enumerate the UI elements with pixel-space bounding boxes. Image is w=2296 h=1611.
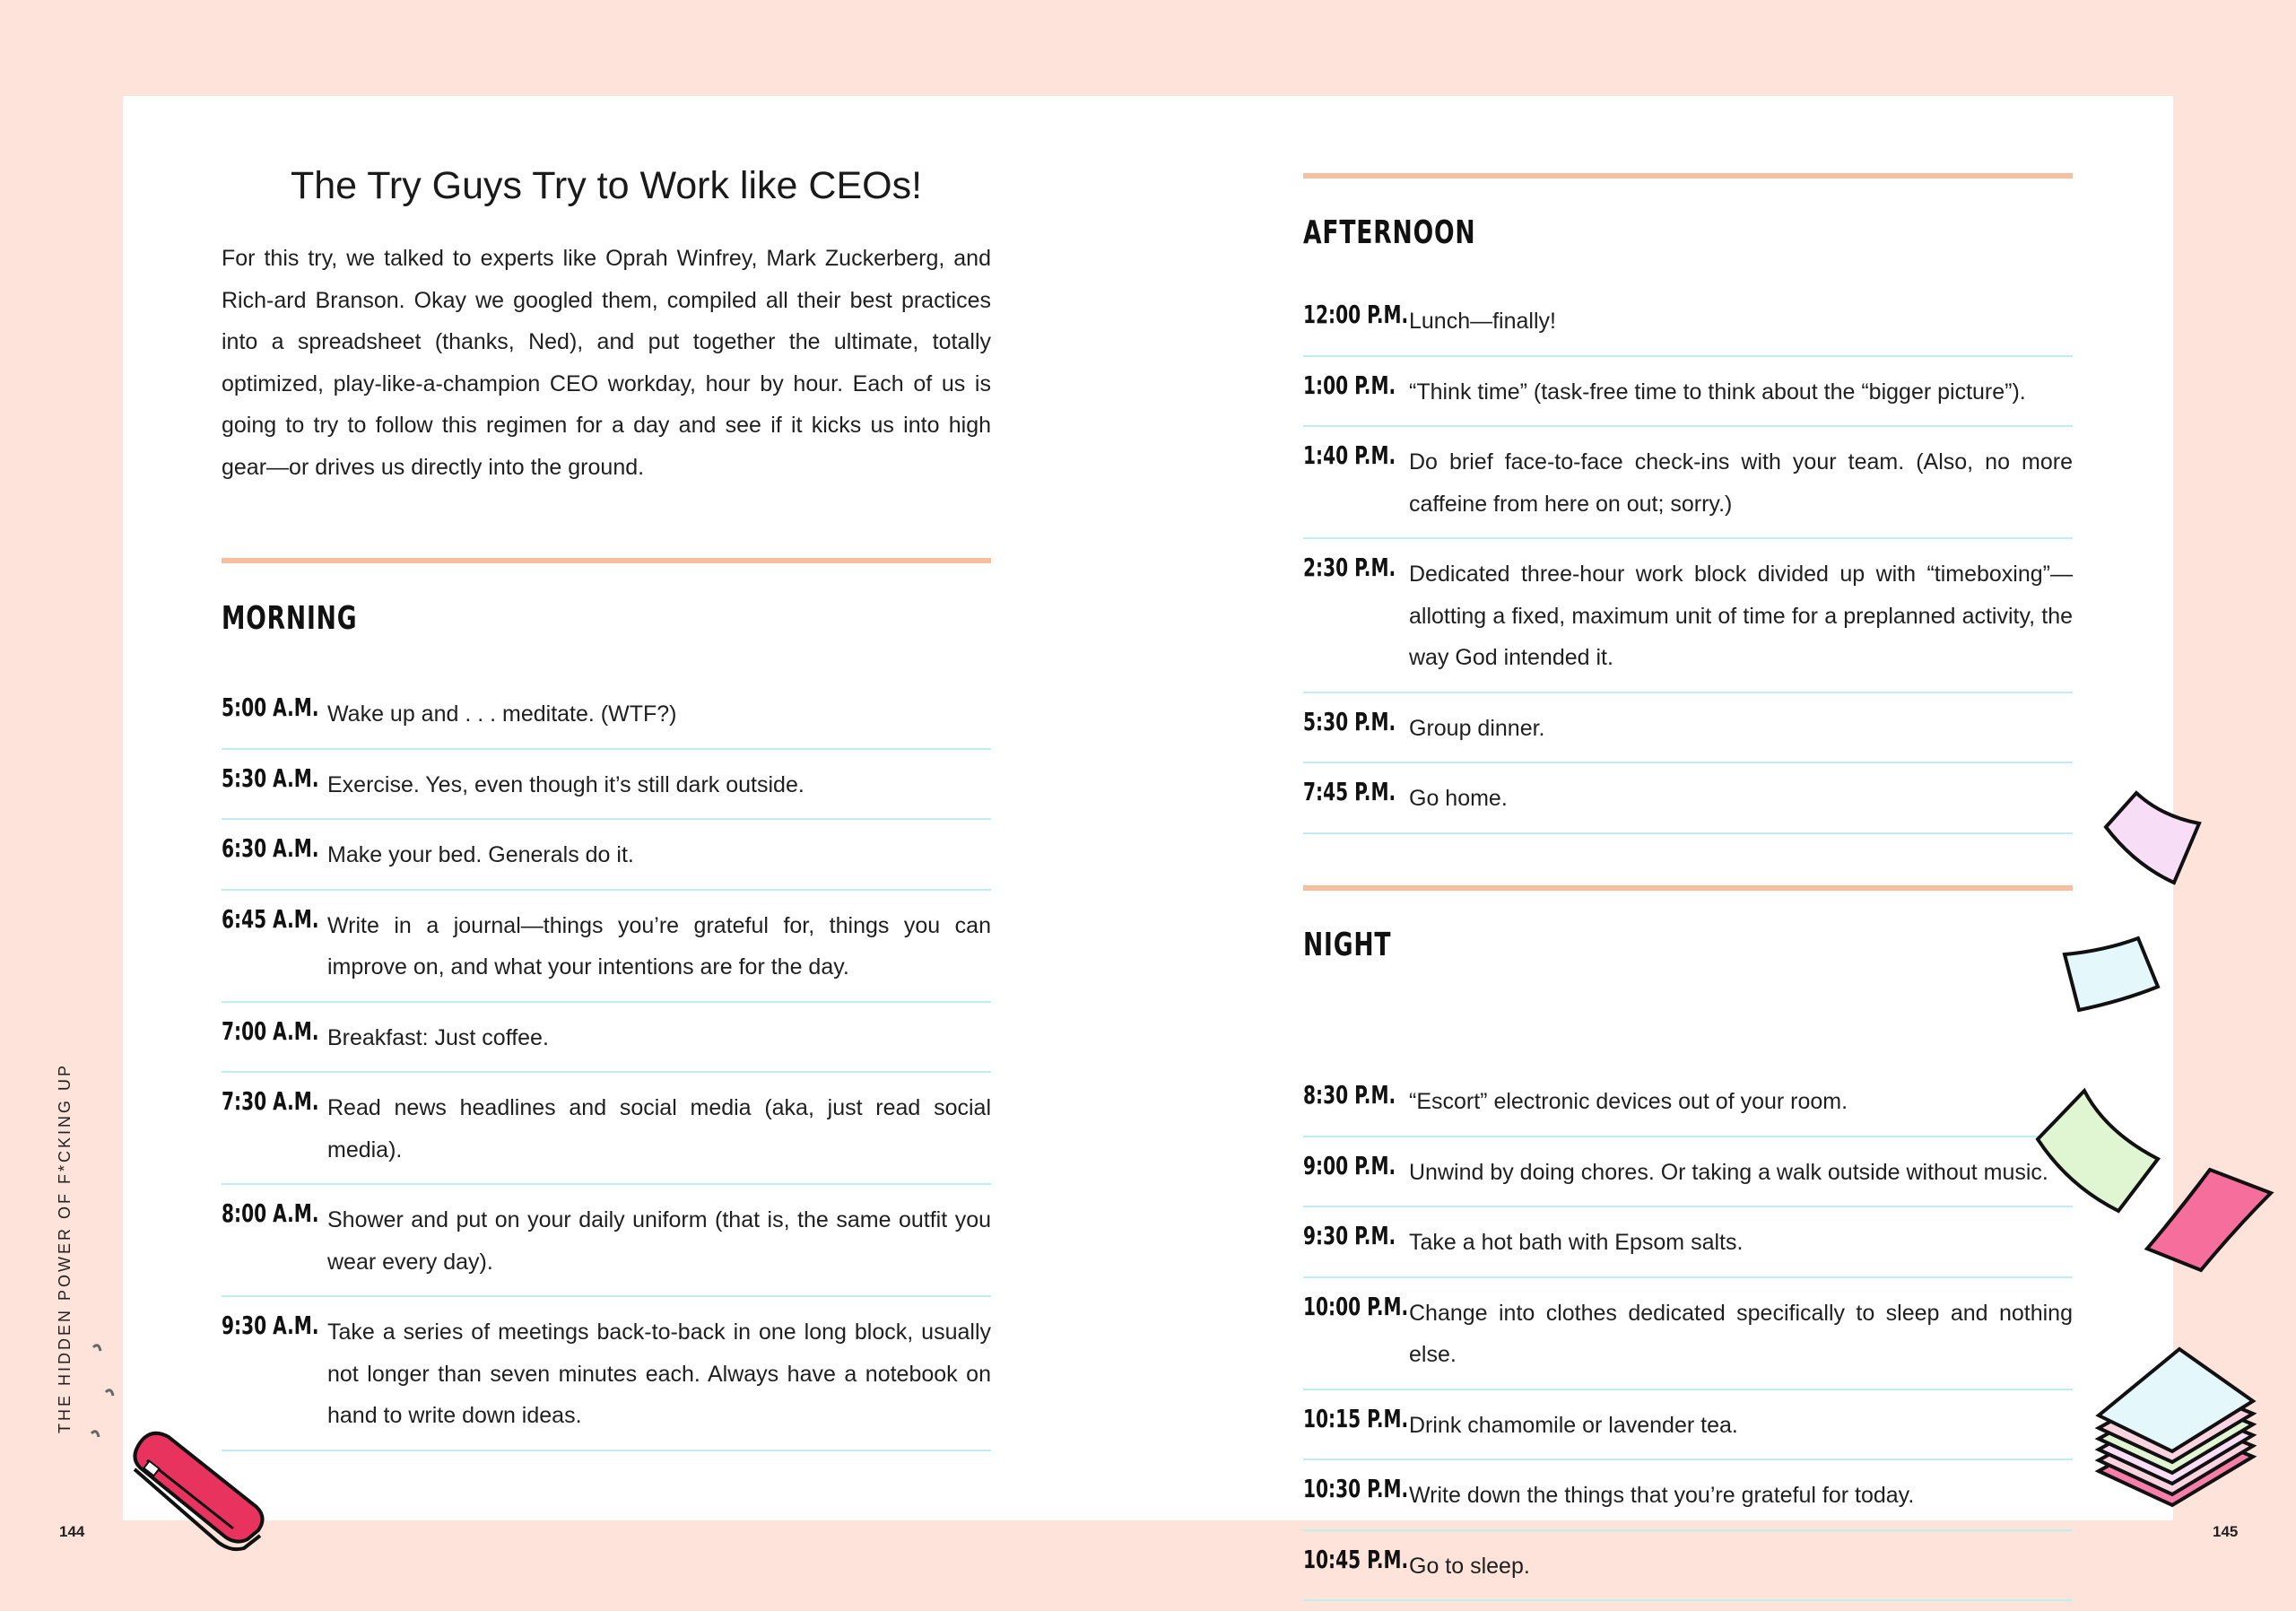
schedule-row bbox=[1303, 1278, 2073, 1390]
schedule-row bbox=[222, 679, 991, 750]
schedule-text: Read news headlines and social media (aka, just read social media). bbox=[327, 1095, 991, 1163]
schedule-row bbox=[222, 1297, 991, 1451]
flying-paper-icon bbox=[2142, 1166, 2276, 1274]
schedule-row bbox=[1303, 539, 2073, 693]
book-spread bbox=[123, 96, 2173, 1579]
schedule-row bbox=[1303, 1207, 2073, 1278]
schedule-time: 10:30 P.M. bbox=[1303, 1474, 1409, 1503]
schedule-row bbox=[1303, 1390, 2073, 1461]
schedule-text: Shower and put on your daily uniform (that is, the same outfit you wear every day). bbox=[327, 1207, 991, 1275]
schedule-text: Dedicated three-hour work block divided up with “timeboxing”—allotting a fixed, maximum unit of time for a preplanned activity, the way God intended it. bbox=[1409, 562, 2073, 670]
schedule-time: 1:40 P.M. bbox=[1303, 440, 1396, 470]
running-head: THE HIDDEN POWER OF F*CKING UP bbox=[56, 1062, 74, 1433]
schedule-row bbox=[1303, 357, 2073, 428]
schedule-row bbox=[222, 820, 991, 891]
schedule-text: Change into clothes dedicated specifically to sleep and nothing else. bbox=[1409, 1300, 2073, 1367]
schedule-time: 5:30 A.M. bbox=[222, 762, 319, 793]
paper-stack-icon bbox=[2086, 1345, 2266, 1525]
schedule-text: Exercise. Yes, even though it’s still dark outside. bbox=[327, 771, 804, 797]
schedule-time: 9:30 P.M. bbox=[1303, 1221, 1396, 1250]
page-number-right: 145 bbox=[2213, 1523, 2239, 1540]
schedule-text: Breakfast: Just coffee. bbox=[327, 1024, 549, 1050]
schedule-time: 2:30 P.M. bbox=[1303, 553, 1396, 582]
schedule-row bbox=[222, 1073, 991, 1185]
schedule-text: Write in a journal—things you’re grateful for, things you can improve on, and what your intentions are for the day. bbox=[327, 912, 991, 980]
schedule-row bbox=[222, 1003, 991, 1074]
schedule-time: 12:00 P.M. bbox=[1303, 300, 1409, 329]
schedule-text: “Think time” (task-free time to think about the “bigger picture”). bbox=[1409, 379, 2026, 405]
schedule-row bbox=[1303, 1067, 2073, 1137]
schedule-time: 5:00 A.M. bbox=[222, 692, 319, 722]
intro-paragraph: For this try, we talked to experts like Oprah Winfrey, Mark Zuckerberg, and Rich-ard Branson. Okay we googled them, compiled all their best practices into a spreadsheet (thanks, Ned), and put together the ultimate, totally optimized, play-like-a-champion CEO workday, hour by hour. Each of us is going to try to follow this regimen for a day and see if it kicks us into high gear—or drives us directly into the ground. bbox=[222, 246, 991, 480]
night-list bbox=[1303, 1067, 2073, 1601]
schedule-time: 6:30 A.M. bbox=[222, 833, 319, 863]
staples-icon bbox=[86, 1337, 122, 1444]
stapler-icon bbox=[126, 1424, 269, 1559]
morning-list bbox=[222, 679, 991, 1451]
flying-paper-icon bbox=[2059, 933, 2167, 1023]
page-title: The Try Guys Try to Work like CEOs! bbox=[290, 164, 923, 207]
schedule-row bbox=[1303, 763, 2073, 834]
schedule-text: Unwind by doing chores. Or taking a walk outside without music. bbox=[1409, 1159, 2048, 1185]
morning-heading: MORNING bbox=[222, 600, 358, 637]
schedule-text: Drink chamomile or lavender tea. bbox=[1409, 1412, 1738, 1438]
night-heading: NIGHT bbox=[1303, 927, 1392, 963]
schedule-time: 8:30 P.M. bbox=[1303, 1080, 1396, 1110]
schedule-text: Lunch—finally! bbox=[1409, 309, 1556, 334]
schedule-time: 7:45 P.M. bbox=[1303, 777, 1396, 806]
schedule-row bbox=[1303, 693, 2073, 764]
schedule-time: 9:30 A.M. bbox=[222, 1311, 319, 1340]
schedule-text: Take a hot bath with Epsom salts. bbox=[1409, 1230, 1744, 1255]
afternoon-heading: AFTERNOON bbox=[1303, 214, 1476, 251]
schedule-row bbox=[1303, 1460, 2073, 1531]
schedule-time: 7:00 A.M. bbox=[222, 1015, 319, 1046]
schedule-time: 1:00 P.M. bbox=[1303, 370, 1396, 400]
schedule-time: 5:30 P.M. bbox=[1303, 706, 1396, 736]
schedule-row bbox=[1303, 427, 2073, 539]
schedule-row bbox=[222, 1185, 991, 1297]
schedule-time: 9:00 P.M. bbox=[1303, 1150, 1396, 1180]
section-rule bbox=[222, 558, 991, 563]
schedule-row bbox=[1303, 286, 2073, 357]
page-number-left: 144 bbox=[59, 1523, 85, 1540]
schedule-row bbox=[1303, 1137, 2073, 1208]
schedule-text: Group dinner. bbox=[1409, 715, 1545, 741]
schedule-text: Wake up and . . . meditate. (WTF?) bbox=[327, 701, 677, 727]
schedule-text: “Escort” electronic devices out of your room. bbox=[1409, 1089, 1848, 1114]
afternoon-list bbox=[1303, 286, 2073, 834]
schedule-text: Write down the things that you’re grateful for today. bbox=[1409, 1483, 1915, 1508]
schedule-row bbox=[222, 750, 991, 821]
schedule-row bbox=[1303, 1531, 2073, 1602]
section-rule bbox=[1303, 173, 2073, 179]
schedule-row bbox=[222, 891, 991, 1003]
schedule-time: 7:30 A.M. bbox=[222, 1086, 319, 1116]
section-rule bbox=[1303, 885, 2073, 891]
schedule-time: 8:00 A.M. bbox=[222, 1198, 319, 1228]
flying-paper-icon bbox=[2099, 789, 2206, 888]
schedule-text: Go home. bbox=[1409, 786, 1508, 811]
schedule-text: Do brief face-to-face check-ins with your team. (Also, no more caffeine from here on out; sorry.) bbox=[1409, 449, 2073, 517]
schedule-time: 10:15 P.M. bbox=[1303, 1403, 1409, 1433]
schedule-time: 10:00 P.M. bbox=[1303, 1291, 1409, 1321]
schedule-text: Make your bed. Generals do it. bbox=[327, 842, 634, 867]
schedule-text: Go to sleep. bbox=[1409, 1553, 1530, 1579]
schedule-time: 10:45 P.M. bbox=[1303, 1544, 1409, 1574]
schedule-text: Take a series of meetings back-to-back in one long block, usually not longer than seven minutes each. Always have a notebook on hand to write down ideas. bbox=[327, 1319, 991, 1428]
schedule-time: 6:45 A.M. bbox=[222, 903, 319, 934]
